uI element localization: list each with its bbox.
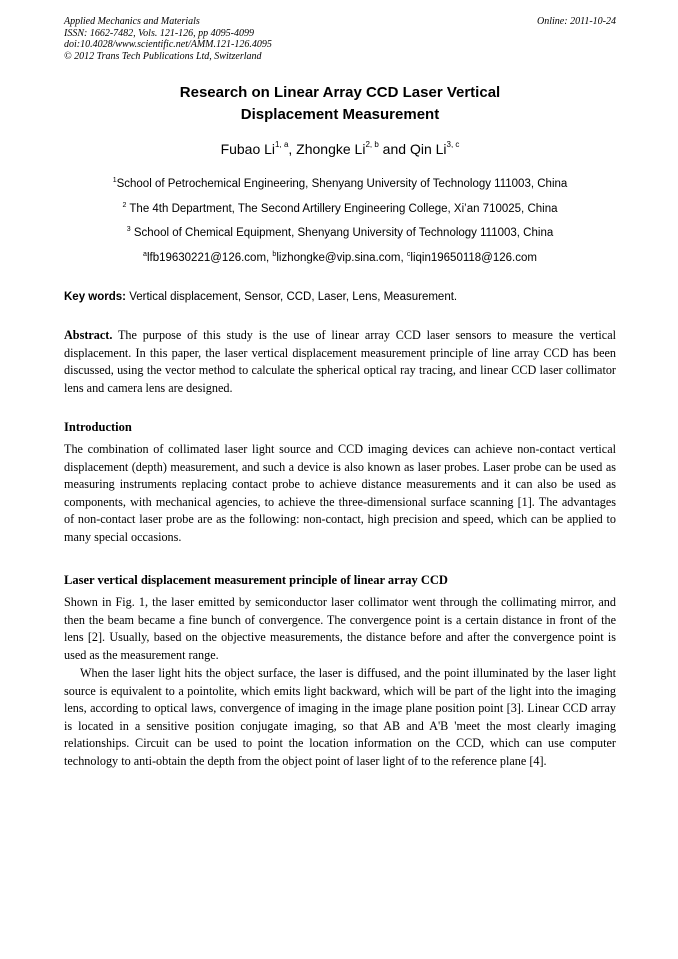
journal-header bbox=[64, 16, 616, 62]
email-address: lfb19630221@126.com, bbox=[146, 252, 273, 264]
affiliation-text: School of Petrochemical Engineering, Shenyang University of Technology 111003, China bbox=[116, 178, 568, 190]
principle-heading: Laser vertical displacement measurement principle of linear array CCD bbox=[64, 573, 448, 587]
email-marker: c bbox=[406, 251, 411, 258]
journal-copyright: © 2012 Trans Tech Publications Ltd, Switzerland bbox=[64, 50, 262, 62]
affiliation-text: The 4th Department, The Second Artillery Engineering College, Xi’an 710025, China bbox=[126, 203, 558, 215]
author-superscript: 1, a bbox=[275, 140, 289, 149]
affiliation-2 bbox=[64, 202, 616, 216]
affiliation-text: School of Chemical Equipment, Shenyang University of Technology 111003, China bbox=[130, 227, 554, 239]
affiliation-3 bbox=[64, 226, 616, 240]
email-address: liqin19650118@126.com bbox=[410, 252, 537, 264]
keywords-text: Vertical displacement, Sensor, CCD, Laser, Lens, Measurement. bbox=[126, 291, 458, 303]
author-name: Fubao Li bbox=[220, 141, 276, 157]
email-marker: b bbox=[272, 251, 277, 258]
keywords-label: Key words: bbox=[64, 291, 126, 303]
affiliation-marker: 3 bbox=[126, 226, 131, 233]
affiliation-marker: 1 bbox=[112, 177, 117, 184]
author-separator: , bbox=[288, 141, 297, 157]
author-list bbox=[64, 140, 616, 158]
author-name: Zhongke Li bbox=[296, 141, 366, 157]
journal-issn: ISSN: 1662-7482, Vols. 121-126, pp 4095-4099 bbox=[64, 27, 254, 39]
author-superscript: 3, c bbox=[446, 140, 460, 149]
principle-paragraph-1: Shown in Fig. 1, the laser emitted by semiconductor laser collimator went through the collimating mirror, and then the beam became a fine bunch of convergence. The convergence point is a certain distance in front of the lens [2]. Usually, based on the objective measurements, the distance before and after the convergence point is used as the measurement range. bbox=[64, 595, 616, 662]
journal-name: Applied Mechanics and Materials bbox=[64, 16, 200, 27]
abstract-label: Abstract. bbox=[64, 328, 113, 342]
author-emails bbox=[64, 251, 616, 265]
introduction-heading: Introduction bbox=[64, 420, 132, 434]
online-date: Online: 2011-10-24 bbox=[537, 16, 616, 27]
introduction-text: The combination of collimated laser light source and CCD imaging devices can achieve non-contact vertical displacement (depth) measurement, and such a device is also known as laser probes. Laser probe can be used as measuring instruments replacing contact probe to achieve distance measurements and it can also be used as components, with mechanical agencies, to achieve the three-dimensional surface scanning [1]. The advantages of non-contact laser probe are as the following: non-contact, high precision and speed, which can be applied to many special occasions. bbox=[64, 442, 616, 544]
author-conjunction: and bbox=[378, 141, 410, 157]
title-line-1: Research on Linear Array CCD Laser Vertical bbox=[179, 84, 501, 101]
email-marker: a bbox=[143, 251, 147, 258]
abstract bbox=[64, 327, 616, 397]
principle-paragraph-2: When the laser light hits the object surface, the laser is diffused, and the point illuminated by the laser light source is equivalent to a pointolite, which emits light backward, which will be part of the light into the imaging lens, according to optical laws, convergence of imaging in the image plane position point [3]. Linear CCD array is located in a sensitive position conjugate imaging, so that AB and A'B 'meet the most clearly imaging relationships. Circuit can be used to point the location information on the CCD, which can use computer technology to anti-obtain the depth from the object point of laser light of to the reference plane [4]. bbox=[64, 666, 616, 768]
author-name: Qin Li bbox=[409, 141, 447, 157]
paper-title bbox=[64, 82, 616, 126]
abstract-text: The purpose of this study is the use of linear array CCD laser sensors to measure the vertical displacement. In this paper, the laser vertical displacement measurement principle of line array CCD has been discussed, using the vector method to calculate the spherical optical ray tracing, and linear CCD laser collimator lens and camera lens are designed. bbox=[64, 328, 616, 395]
author-superscript: 2, b bbox=[365, 140, 379, 149]
keywords bbox=[64, 290, 616, 304]
journal-doi: doi:10.4028/www.scientific.net/AMM.121-126.4095 bbox=[64, 39, 272, 50]
affiliation-marker: 2 bbox=[122, 202, 127, 209]
title-line-2: Displacement Measurement bbox=[240, 106, 440, 123]
affiliation-1 bbox=[64, 177, 616, 191]
email-address: lizhongke@vip.sina.com, bbox=[276, 252, 407, 264]
